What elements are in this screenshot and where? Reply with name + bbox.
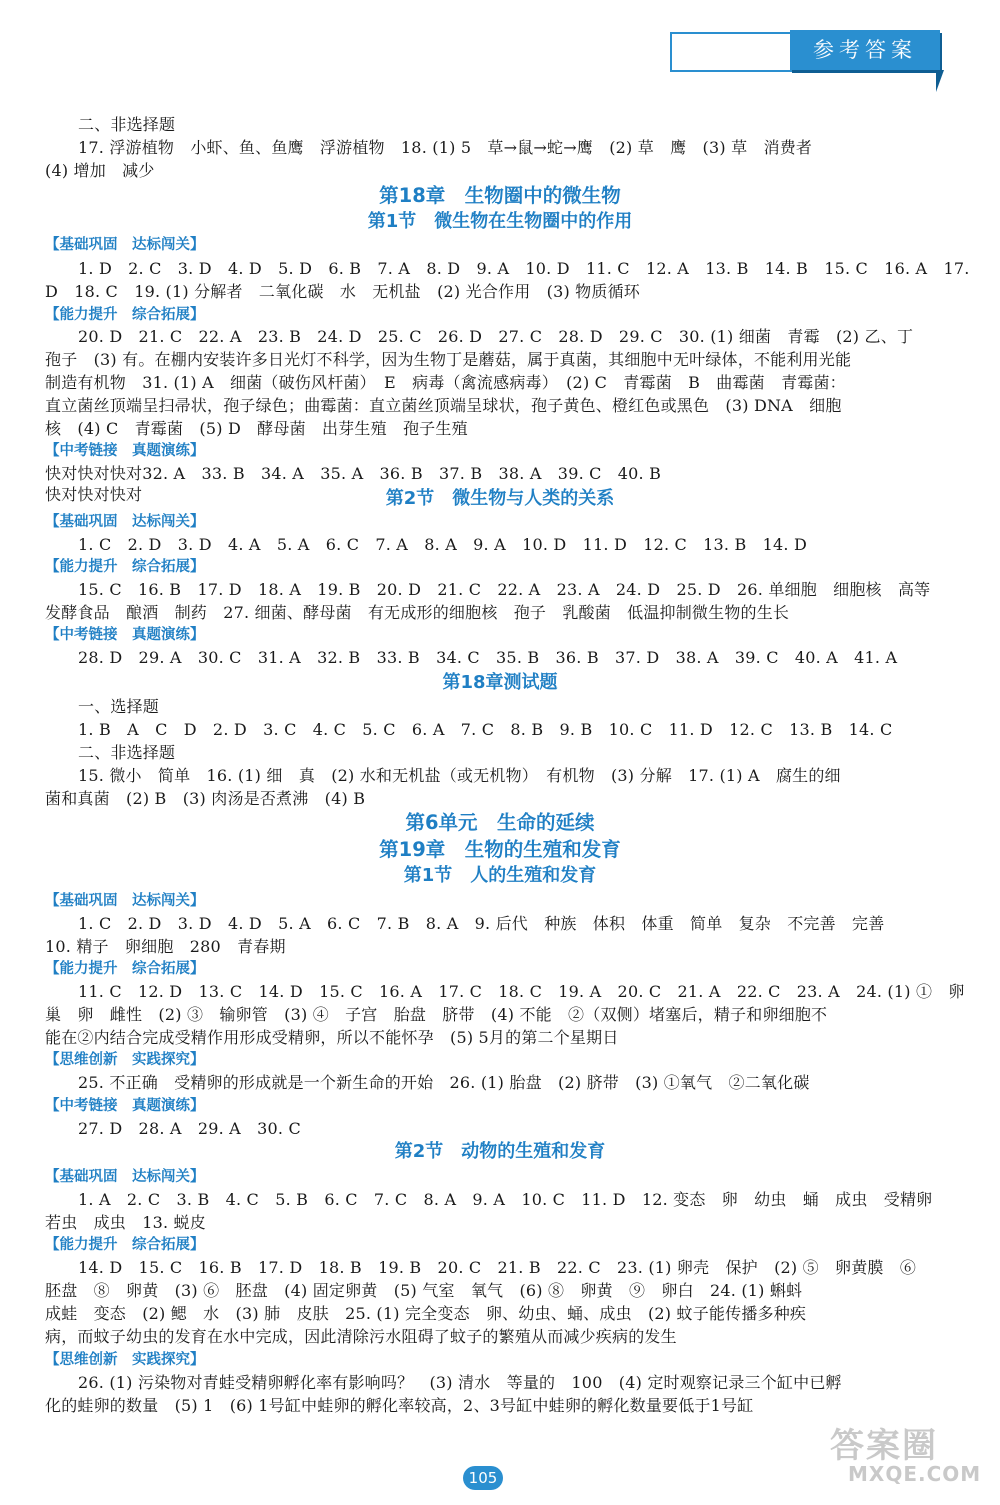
section-label: 【基础巩固 达标闯关】 xyxy=(45,514,205,530)
text-line: 1. A 2. C 3. B 4. C 5. B 6. C 7. C 8. A 9. A 10. C 11. D 12. 变态 卵 幼虫 蛹 成虫 受精卵 xyxy=(78,1190,933,1209)
text-line: 1. C 2. D 3. D 4. A 5. A 6. C 7. A 8. A 9. A 10. D 11. D 12. C 13. B 14. D xyxy=(78,535,808,554)
section-label: 【基础巩固 达标闯关】 xyxy=(45,1169,205,1185)
section-label: 【中考链接 真题演练】 xyxy=(45,1098,205,1114)
text-line: 直立菌丝顶端呈扫帚状，孢子绿色；曲霉菌：直立菌丝顶端呈球状，孢子黄色、橙红色或黑色 (3) DNA 细胞 xyxy=(45,396,842,415)
section-label: 【中考链接 真题演练】 xyxy=(45,443,205,459)
text-line: 二、非选择题 xyxy=(78,743,176,762)
section-label: 【基础巩固 达标闯关】 xyxy=(45,237,205,253)
text-line: 15. C 16. B 17. D 18. A 19. B 20. D 21. C 22. A 23. A 24. D 25. D 26. 单细胞 细胞核 高等 xyxy=(78,580,931,599)
text-line: 能在②内结合完成受精作用形成受精卵，所以不能怀孕 (5) 5月的第二个星期日 xyxy=(45,1028,619,1047)
section-title: 第1节 微生物在生物圈中的作用 xyxy=(367,211,633,232)
text-line: 10. 精子 卵细胞 280 青春期 xyxy=(45,937,286,956)
text-line: 二、非选择题 xyxy=(78,115,176,134)
text-line: 若虫 成虫 13. 蜕皮 xyxy=(45,1213,206,1232)
section-label: 【中考链接 真题演练】 xyxy=(45,627,205,643)
text-line: 1. C 2. D 3. D 4. D 5. A 6. C 7. B 8. A 9. 后代 种族 体积 体重 简单 复杂 不完善 完善 xyxy=(78,914,885,933)
text-line: 26. (1) 污染物对青蛙受精卵孵化率有影响吗？ (3) 清水 等量的 100 (4) 定时观察记录三个缸中已孵 xyxy=(78,1373,842,1392)
section-label: 【能力提升 综合拓展】 xyxy=(45,307,205,323)
text-line: 胚盘 ⑧ 卵黄 (3) ⑥ 胚盘 (4) 固定卵黄 (5) 气室 氧气 (6) ⑧ 卵黄 ⑨ 卵白 24. (1) 蝌蚪 xyxy=(45,1281,803,1300)
answer-key-header-tab xyxy=(790,30,940,70)
text-line: 20. D 21. C 22. A 23. B 24. D 25. C 26. D 27. C 28. D 29. C 30. (1) 细菌 青霉 (2) 乙、丁 xyxy=(78,327,914,346)
text-line: D 18. C 19. (1) 分解者 二氧化碳 水 无机盐 (2) 光合作用 (3) 物质循环 xyxy=(45,282,640,301)
text-line: 孢子 (3) 有。在棚内安装许多日光灯不科学，因为生物丁是蘑菇，属于真菌，其细胞中无叶绿体，不能利用光能 xyxy=(45,350,852,369)
header-blank-box xyxy=(670,32,792,72)
text-line: 快对快对快对 xyxy=(45,485,143,504)
watermark-url: MXQE.COM xyxy=(848,1462,982,1486)
text-line: 菌和真菌 (2) B (3) 肉汤是否煮沸 (4) B xyxy=(45,789,366,808)
chapter-title: 第19章 生物的生殖和发育 xyxy=(379,838,621,861)
text-line: 发酵食品 酿酒 制药 27. 细菌、酵母菌 有无成形的细胞核 孢子 乳酸菌 低温抑制微生物的生长 xyxy=(45,603,790,622)
section-label: 【思维创新 实践探究】 xyxy=(45,1352,205,1368)
section-title: 第2节 动物的生殖和发育 xyxy=(394,1141,606,1162)
text-line: 一、选择题 xyxy=(78,697,160,716)
text-line: (4) 增加 减少 xyxy=(45,161,155,180)
section-label: 【能力提升 综合拓展】 xyxy=(45,1237,205,1253)
text-line: 27. D 28. A 29. A 30. C xyxy=(78,1119,301,1138)
watermark-logo: 答案圈 xyxy=(830,1426,938,1466)
section-label: 【思维创新 实践探究】 xyxy=(45,1052,205,1068)
section-title: 第1节 人的生殖和发育 xyxy=(403,865,597,886)
text-line: 核 (4) C 青霉菌 (5) D 酵母菌 出芽生殖 孢子生殖 xyxy=(45,419,468,438)
text-line: 14. D 15. C 16. B 17. D 18. B 19. B 20. C 21. B 22. C 23. (1) 卵壳 保护 (2) ⑤ 卵黄膜 ⑥ xyxy=(78,1258,917,1277)
text-line: 28. D 29. A 30. C 31. A 32. B 33. B 34. C 35. B 36. B 37. D 38. A 39. C 40. A 41. A xyxy=(78,648,898,667)
text-line: 17. 浮游植物 小虾、鱼、鱼鹰 浮游植物 18. (1) 5 草→鼠→蛇→鹰 (2) 草 鹰 (3) 草 消费者 xyxy=(78,138,813,157)
section-title: 第2节 微生物与人类的关系 xyxy=(385,488,615,509)
text-line: 巢 卵 雌性 (2) ③ 输卵管 (3) ④ 子宫 胎盘 脐带 (4) 不能 ②（双侧）堵塞后，精子和卵细胞不 xyxy=(45,1005,828,1024)
header-label: 参考答案 xyxy=(813,38,917,62)
chapter-title: 第18章 生物圈中的微生物 xyxy=(379,184,621,207)
text-line: 1. D 2. C 3. D 4. D 5. D 6. B 7. A 8. D 9. A 10. D 11. C 12. A 13. B 14. B 15. C 16. A 17. xyxy=(78,259,970,278)
page-number: 105 xyxy=(463,1466,503,1490)
text-line: 病，而蚊子幼虫的发育在水中完成，因此清除污水阻碍了蚊子的繁殖从而减少疾病的发生 xyxy=(45,1327,677,1346)
text-line: 11. C 12. D 13. C 14. D 15. C 16. A 17. C 18. C 19. A 20. C 21. A 22. C 23. A 24. (1) ① 卵 xyxy=(78,982,965,1001)
section-label: 【基础巩固 达标闯关】 xyxy=(45,893,205,909)
text-line: 化的蛙卵的数量 (5) 1 (6) 1号缸中蛙卵的孵化率较高，2、3号缸中蛙卵的孵化数量要低于1号缸 xyxy=(45,1396,754,1415)
unit-title: 第6单元 生命的延续 xyxy=(405,811,595,834)
text-line: 制造有机物 31. (1) A 细菌（破伤风杆菌） E 病毒（禽流感病毒） (2) C 青霉菌 B 曲霉菌 青霉菌： xyxy=(45,373,846,392)
section-label: 【能力提升 综合拓展】 xyxy=(45,961,205,977)
text-line: 25. 不正确 受精卵的形成就是一个新生命的开始 26. (1) 胎盘 (2) 脐带 (3) ①氧气 ②二氧化碳 xyxy=(78,1073,810,1092)
text-line: 1. B A C D 2. D 3. C 4. C 5. C 6. A 7. C 8. B 9. B 10. C 11. D 12. C 13. B 14. C xyxy=(78,720,893,739)
text-line: 15. 微小 简单 16. (1) 细 真 (2) 水和无机盐（或无机物） 有机物 (3) 分解 17. (1) A 腐生的细 xyxy=(78,766,841,785)
section-title: 第18章测试题 xyxy=(442,672,558,693)
text-line: 成蛙 变态 (2) 鳃 水 (3) 肺 皮肤 25. (1) 完全变态 卵、幼虫、蛹、成虫 (2) 蚊子能传播多种疾 xyxy=(45,1304,807,1323)
text-line: 快对快对快对32. A 33. B 34. A 35. A 36. B 37. B 38. A 39. C 40. B xyxy=(45,464,662,483)
section-label: 【能力提升 综合拓展】 xyxy=(45,559,205,575)
